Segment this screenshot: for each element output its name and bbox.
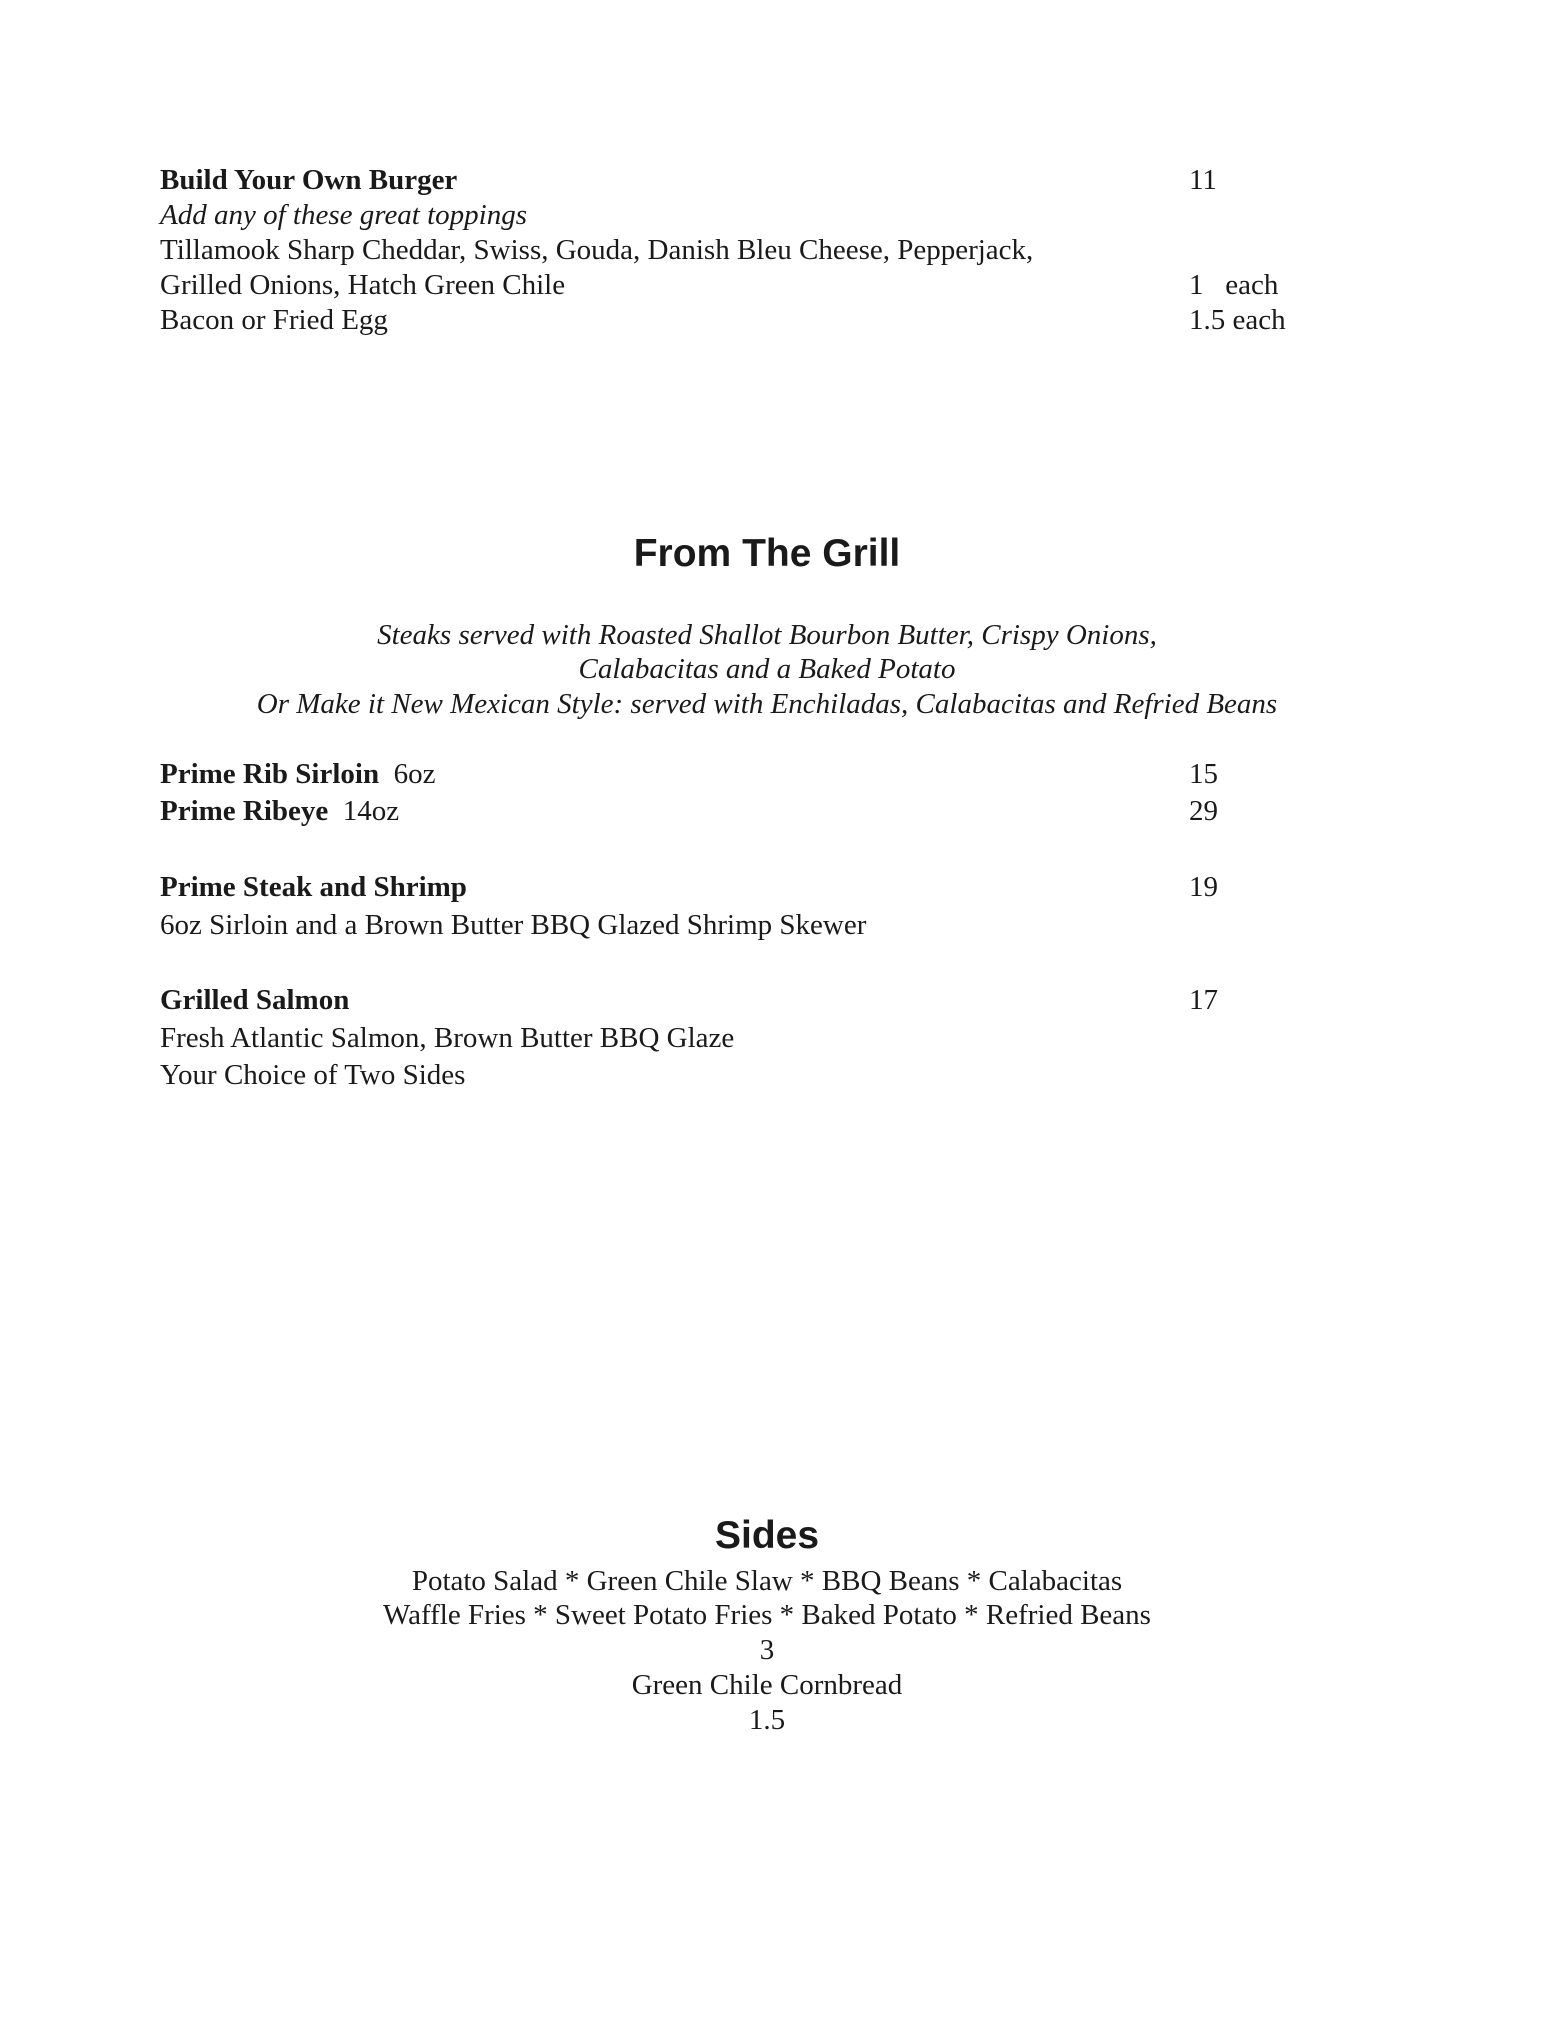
burger-price: 11 [1189, 164, 1217, 196]
sides-price: 3 [759, 1634, 775, 1666]
extras-price: 1.5 each [1189, 304, 1286, 336]
menu-item-name [160, 757, 435, 791]
sides-line: Potato Salad * Green Chile Slaw * BBQ Beans * Calabacitas [411, 1565, 1123, 1597]
grill-heading: From The Grill [633, 532, 901, 575]
item-spec: 14oz [342, 795, 400, 827]
item-name-text: Prime Ribeye [160, 795, 329, 827]
burger-toppings: Tillamook Sharp Cheddar, Swiss, Gouda, Danish Bleu Cheese, Pepperjack, [160, 234, 1034, 266]
menu-item-name [160, 794, 399, 828]
cornbread-line: Green Chile Cornbread [631, 1669, 903, 1701]
cornbread-price: 1.5 [748, 1704, 786, 1736]
sides-heading: Sides [714, 1514, 820, 1557]
menu-item-price: 17 [1189, 984, 1218, 1016]
sides-line: Waffle Fries * Sweet Potato Fries * Baked Potato * Refried Beans [383, 1599, 1151, 1631]
item-spec: 6oz [393, 758, 436, 790]
menu-item-price: 15 [1189, 758, 1218, 790]
menu-item-desc: 6oz Sirloin and a Brown Butter BBQ Glazed Shrimp Skewer [160, 909, 867, 941]
burger-subtitle: Add any of these great toppings [160, 199, 528, 231]
menu-item-desc: Your Choice of Two Sides [160, 1059, 466, 1091]
burger-title: Build Your Own Burger [160, 164, 458, 196]
menu-item-name: Prime Steak and Shrimp [160, 871, 467, 903]
item-name-text: Prime Rib Sirloin [160, 758, 380, 790]
menu-item-desc: Fresh Atlantic Salmon, Brown Butter BBQ Glaze [160, 1022, 735, 1054]
menu-item-price: 19 [1189, 871, 1218, 903]
grill-desc-line: Steaks served with Roasted Shallot Bourbon Butter, Crispy Onions, [377, 619, 1157, 651]
menu-item-price: 29 [1189, 795, 1218, 827]
menu-item-name: Grilled Salmon [160, 984, 350, 1016]
burger-toppings-2: Grilled Onions, Hatch Green Chile [160, 269, 566, 301]
burger-extras: Bacon or Fried Egg [160, 304, 388, 336]
grill-desc-line: Calabacitas and a Baked Potato [578, 653, 956, 685]
grill-desc-line: Or Make it New Mexican Style: served with Enchiladas, Calabacitas and Refried Beans [256, 688, 1278, 720]
toppings-price: 1 each [1189, 269, 1279, 301]
